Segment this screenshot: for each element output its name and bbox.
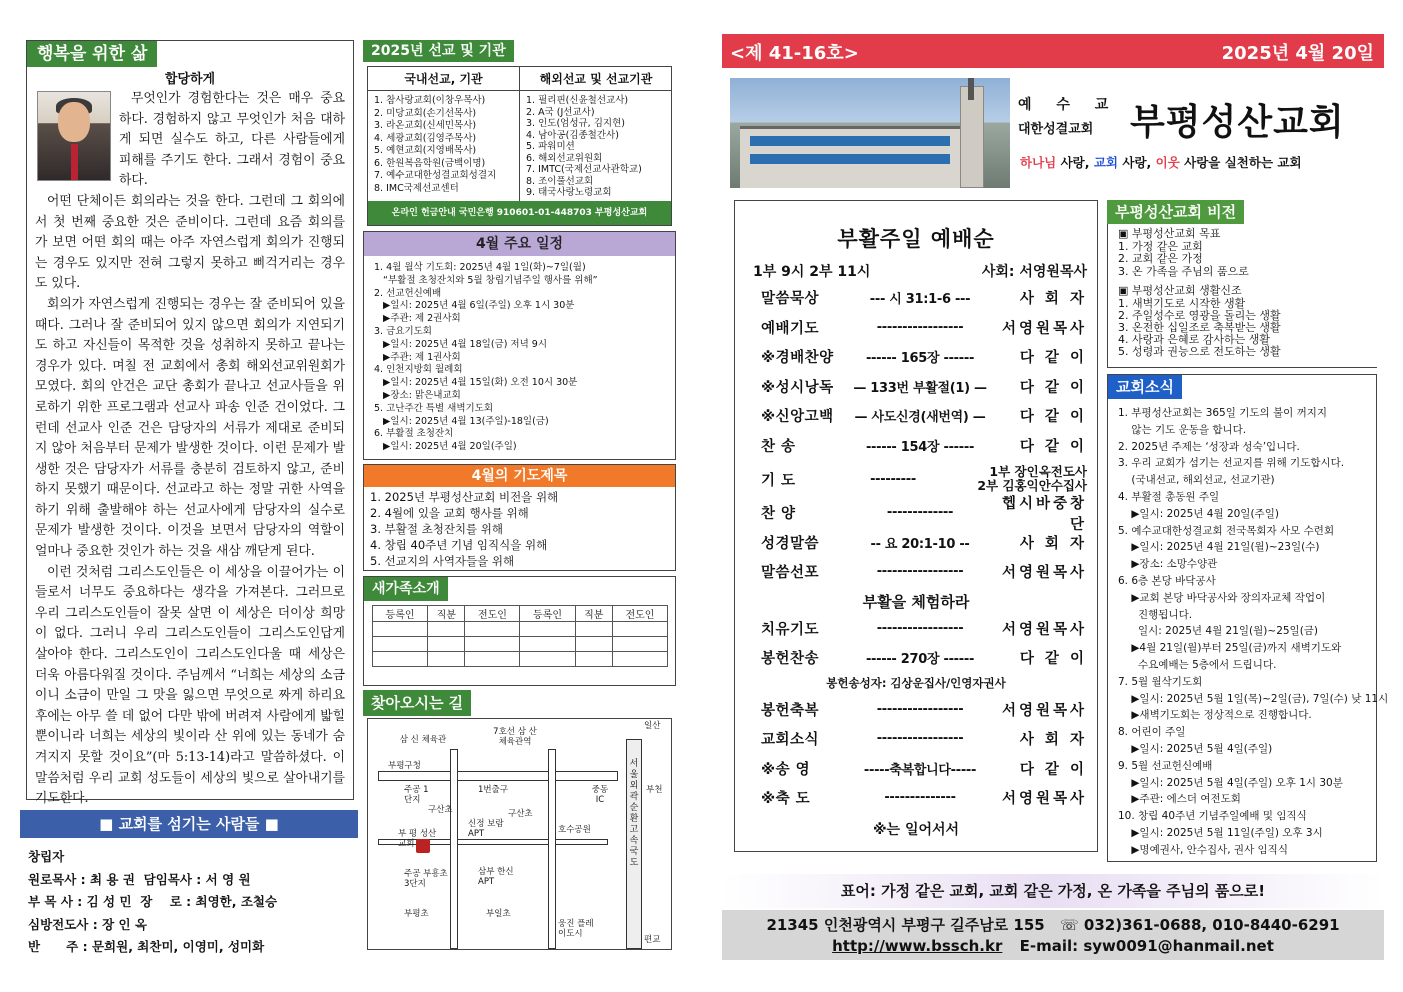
- creed-item: 3. 온전한 십일조로 축복받는 생활: [1118, 320, 1281, 334]
- map-label: 편교: [644, 935, 661, 945]
- servants-list: [28, 846, 358, 959]
- expressway-label: 서울외곽순환 고속국도: [629, 759, 639, 868]
- prayer-panel: [363, 464, 676, 571]
- worship-leader: 사 회 자: [1019, 732, 1087, 749]
- news-item: 5. 예수교대한성결교회 전국목회자 사모 수련회: [1118, 524, 1335, 537]
- worship-label: 교회소식: [761, 732, 820, 749]
- worship-detail: ---------: [870, 471, 916, 487]
- schedule-item: 1. 4월 월삭 기도회: 2025년 4월 1일(화)~7일(월): [374, 262, 586, 273]
- mission-item: 3. 라온교회(신세민목사): [374, 120, 477, 131]
- worship-leader: 다 같 이: [1019, 350, 1087, 367]
- worship-leader: 다 같 이: [1019, 438, 1087, 455]
- overseas-col: [520, 67, 672, 201]
- denomination-2: 대한성결교회: [1018, 122, 1094, 137]
- worship-detail: --- 시 31:1-6 ---: [869, 292, 971, 308]
- worship-row: [761, 283, 1087, 313]
- overseas-head: 해외선교 및 선교기관: [520, 67, 672, 91]
- worship-detail: ------ 270장 ------: [865, 652, 975, 668]
- worship-detail: -----------------: [876, 564, 964, 580]
- prayer-item: 1. 2025년 부평성산교회 비전을 위해: [370, 490, 559, 504]
- news-item: ▶일시: 2025년 4월 21일(월)~23일(수): [1118, 541, 1320, 554]
- worship-leader: 다 같 이: [1019, 409, 1087, 426]
- motto-word: 교회: [1093, 155, 1119, 170]
- mission-item: 9. 태국사랑노령교회: [526, 187, 612, 198]
- worship-time: 1부 9시 2부 11시: [753, 264, 871, 280]
- news-item: 4. 부활절 총동원 주일: [1118, 490, 1220, 503]
- worship-title: 부활주일 예배순: [837, 227, 995, 251]
- schedule-item: 5. 고난주간 특별 새벽기도회: [374, 402, 494, 414]
- schedule-item: 2. 선교헌신예배: [374, 287, 442, 299]
- mission-item: 7. IMTC(국제선교사관학교): [526, 164, 642, 175]
- mission-item: 5. 예현교회(지영배목사): [374, 145, 477, 156]
- table-header: 전도인: [465, 606, 520, 622]
- map-label: 삼 신 체육관: [399, 735, 447, 745]
- worship-label: 기 도: [761, 472, 796, 489]
- prayer-list: [364, 487, 675, 571]
- church-name: 부평성산교회: [1130, 102, 1345, 143]
- schedule-item: ▶일시: 2025년 4월 20일(주일): [374, 441, 517, 453]
- pastor-photo: [37, 91, 111, 181]
- schedule-title: 4월 주요 일정: [364, 232, 675, 256]
- goal-item: 1. 가정 같은 교회: [1118, 239, 1203, 253]
- news-item: 6. 6층 본당 바닥공사: [1118, 574, 1216, 587]
- newfamily-table: [372, 605, 668, 667]
- website-link[interactable]: http://www.bssch.kr: [832, 937, 1003, 955]
- schedule-item: “부활절 초청잔치와 5월 창립기념주일 행사를 위해”: [374, 274, 598, 286]
- worship-leader: 다 같 이: [1019, 379, 1087, 396]
- worship-row: [761, 557, 1087, 587]
- worship-label: ※경배찬양: [761, 350, 834, 367]
- schedule-item: ▶주관: 제 1권사회: [374, 351, 461, 363]
- news-item: 1. 부평성산교회는 365일 기도의 불이 꺼지지: [1118, 407, 1328, 419]
- table-header: 전도인: [612, 606, 667, 622]
- servants-line: 반 주 : 문희원, 최찬미, 이영미, 성미화: [28, 939, 265, 954]
- mission-item: 1. 필리핀(신윤철선교사): [526, 95, 629, 106]
- vision-panel: [1107, 200, 1377, 368]
- goal-list: [1118, 241, 1367, 279]
- worship-row: [761, 724, 1087, 754]
- news-title: 교회소식: [1108, 375, 1182, 399]
- worship-row: [761, 614, 1087, 644]
- worship-label: 치유기도: [761, 621, 820, 638]
- essay-title: 행복을 위한 삶: [27, 41, 157, 67]
- worship-label: ※신앙고백: [761, 409, 834, 426]
- servants-line: 창립자: [28, 849, 65, 864]
- road-vertical-1: [450, 749, 458, 949]
- worship-leader: 헵시바중창단: [1001, 495, 1087, 533]
- map-label: 구산초: [428, 805, 453, 815]
- map-label: 일산: [644, 721, 661, 731]
- schedule-panel: [363, 231, 676, 460]
- motto-word: 사랑을 실천하는 교회: [1184, 155, 1302, 170]
- issue-date: 2025년 4월 20일: [1221, 43, 1374, 64]
- newfamily-panel: [363, 576, 676, 686]
- essay-paragraph: 회의가 자연스럽게 진행되는 경우는 잘 준비되어 있을 때다. 그러나 잘 준비되어 있지 않으면 회의가 지연되기도 하고 자신들이 목적한 것을 성취하지 못하고 끝나는 경우가 있다. 며칠 전 교회에서 총회 해외선교위원회가 모였다. 회의 안건은 교단 총회가 끝나고 선교사들을 위로하기 위한 프로그램과 선교사 파송 인준 건이었다. 그런데 선교사 인준 건은 담당자의 서류가 제대로 준비되지 않아 처음부터 문제가 발생한 것이다. 이런 문제가 발생한 것은 담당자가 서류를 충분히 검토하지 않고, 준비하지 못했기 때문이다. 선교라고 하는 정말 귀한 사역을 하기 위해 출발해야 하는 선교사에게 담당자의 실수로 문제가 발생한 것이다. 이것을 보면서 담당자의 역할이 얼마나 중요한 것인가 하는 것을 새삼 깨닫게 된다.: [35, 296, 345, 560]
- news-item: 일시: 2025년 4월 21일(월)~25일(금): [1118, 625, 1319, 638]
- map-label: 1번출구: [478, 785, 509, 795]
- worship-label: 성경말씀: [761, 535, 820, 552]
- worship-leader: 1부 장인옥전도사 2부 김홍익안수집사: [977, 464, 1087, 493]
- map-label: 부천: [646, 785, 663, 795]
- news-item: (국내선교, 해외선교, 선교기관): [1118, 474, 1275, 487]
- map-label: 부일초: [486, 909, 511, 919]
- worship-detail: --------------: [884, 790, 956, 806]
- map-label: 부평초: [404, 909, 429, 919]
- worship-rows: [735, 283, 1097, 587]
- essay-paragraph: 이런 것처럼 그리스도인들은 이 세상을 이끌어가는 이들로서 너무도 중요하다는 생각을 가져본다. 그러므로 우리 그리스도인들이 잘못 살면 이 세상은 더이상 희망이 없다. 그러니 우리 그리스도인들이 그리스도인답게 살아야 한다. 그리스도인이 그리스도인다울 때 세상은 더욱 아름다워질 것이다. 주님께서 “너희는 세상의 소금이니 소금이 만일 그 맛을 잃으면 무엇으로 짜게 하리요 후에는 아무 쓸 데 없어 다만 밖에 버려져 사람에게 밟힐 뿐이니라 너희는 세상의 빛이라 산 위에 있는 동네가 숨겨지지 못할 것이요”(마 5:13-14)라고 말씀하셨다. 이 말씀처럼 우리 교회 성도들이 세상의 빛으로 살아내기를 기도한다.: [35, 564, 345, 807]
- road-vertical-2: [548, 749, 556, 949]
- worship-row: [761, 754, 1087, 784]
- worship-detail: -----------------: [876, 620, 964, 636]
- table-header: 등록인: [520, 606, 575, 622]
- essay-paragraph: 어떤 단체이든 회의라는 것을 한다. 그런데 그 회의에서 첫 번째 중요한 것은 준비이다. 그런데 요즘 회의를 가 보면 어떤 회의 때는 아주 자연스럽게 회의가 진행되는 경우도 있지만 전혀 그렇지 못하고 삐걱거리는 경우도 있다.: [35, 193, 345, 292]
- phone: ☏ 032)361-0688, 010-8440-6291: [1059, 916, 1340, 934]
- worship-leader: 서영원목사: [1001, 565, 1087, 582]
- servants-line: 원로목사 : 최 용 권 담임목사 : 서 영 원: [28, 871, 251, 887]
- worship-leader: 서영원목사: [1001, 621, 1087, 638]
- worship-row: [761, 431, 1087, 461]
- worship-detail: -----------------: [876, 319, 964, 335]
- mission-panel: [363, 40, 676, 230]
- schedule-item: ▶장소: 맑은내교회: [374, 389, 461, 401]
- news-item: ▶일시: 2025년 5월 11일(주일) 오후 3시: [1118, 826, 1323, 839]
- motto-word: 이웃: [1155, 155, 1180, 170]
- news-item: 진행됩니다.: [1118, 608, 1193, 621]
- map-label: 신정 보람 APT: [468, 819, 504, 839]
- worship-row: [761, 643, 1087, 673]
- mission-item: 7. 예수교대한성결교회성결지: [374, 170, 497, 181]
- worship-label: ※송 영: [761, 761, 811, 778]
- prayer-item: 5. 선교지의 사역자들을 위해: [370, 554, 515, 568]
- schedule-item: 3. 금요기도회: [374, 325, 432, 337]
- motto-word: 사랑,: [1122, 155, 1156, 170]
- worship-leader: 다 같 이: [1019, 651, 1087, 668]
- worship-leader: 다 같 이: [1019, 761, 1087, 778]
- prayer-item: 3. 부활절 초청잔치를 위해: [370, 522, 504, 536]
- news-item: ▶일시: 2025년 5월 1일(목)~2일(금), 7일(수) 낮 11시: [1118, 692, 1389, 705]
- mission-item: 5. 파워미션: [526, 141, 575, 152]
- mission-item: 2. 미당교회(손기선목사): [374, 107, 477, 119]
- news-item: 수요예배는 5층에서 드립니다.: [1118, 658, 1277, 671]
- table-header: 직분: [575, 606, 612, 622]
- church-photo: [730, 78, 1010, 188]
- vision-body: [1107, 224, 1377, 368]
- worship-detail: ------ 165장 ------: [865, 351, 975, 367]
- goal-item: 2. 교회 같은 가정: [1118, 252, 1203, 265]
- worship-detail: -----축복합니다-----: [863, 762, 977, 778]
- news-item: 9. 5월 선교헌신예배: [1118, 759, 1213, 772]
- address: 21345 인천광역시 부평구 길주남로 155: [766, 916, 1045, 934]
- news-item: 3. 우리 교회가 섬기는 선교지를 위해 기도합시다.: [1118, 457, 1345, 470]
- news-item: 7. 5월 월삭기도회: [1118, 675, 1203, 688]
- worship-row: [761, 695, 1087, 725]
- issue-bar: [722, 34, 1384, 68]
- directions-title: 찾아오시는 길: [363, 690, 471, 716]
- news-item: 않는 기도 운동을 합니다.: [1118, 423, 1247, 436]
- map-label: 주공 1단지: [404, 785, 429, 805]
- mission-item: 8. 조이풀선교회: [526, 175, 594, 187]
- worship-panel: [734, 200, 1098, 852]
- creed-item: 5. 성령과 권능으로 전도하는 생활: [1118, 344, 1281, 358]
- overseas-list: [520, 91, 672, 203]
- map-label: 웅진 플레이도시: [558, 919, 594, 939]
- worship-rows-2: [735, 614, 1097, 673]
- news-item: 2. 2025년 주제는 ‘성장과 성숙’입니다.: [1118, 440, 1300, 453]
- issue-number: <제 41-16호>: [730, 43, 859, 64]
- creed-list: [1118, 298, 1367, 358]
- worship-leader: 사 회 자: [1019, 535, 1087, 552]
- news-item: ▶장소: 소망수양관: [1118, 558, 1218, 571]
- worship-row: [761, 528, 1087, 558]
- news-item: ▶교회 본당 바닥공사와 장의자교체 작업이: [1118, 591, 1326, 604]
- worship-label: 찬 송: [761, 438, 796, 455]
- news-item: ▶일시: 2025년 5월 4일(주일) 오후 1시 30분: [1118, 776, 1343, 789]
- worship-row: [761, 783, 1087, 813]
- table-header: 등록인: [373, 606, 428, 622]
- worship-label: 말씀묵상: [761, 291, 820, 308]
- worship-label: 찬 양: [761, 506, 796, 523]
- worship-label: 봉헌축복: [761, 702, 820, 719]
- worship-time-row: [735, 253, 1097, 283]
- motto-word: 하나님: [1020, 155, 1057, 170]
- worship-row: [761, 401, 1087, 431]
- slogan-bar: 표어: 가정 같은 교회, 교회 같은 가정, 온 가족을 주님의 품으로!: [722, 874, 1384, 908]
- mission-item: 1. 참사랑교회(이창우목사): [374, 95, 486, 106]
- mission-item: 4. 남아공(김종철간사): [526, 129, 619, 141]
- mission-item: 4. 세광교회(김영주목사): [374, 132, 477, 144]
- map-label: 구산초: [508, 809, 533, 819]
- worship-detail: -- 요 20:1-10 --: [870, 536, 970, 552]
- worship-detail: — 사도신경(새번역) —: [854, 410, 986, 426]
- news-item: ▶일시: 2025년 4월 20일(주일): [1118, 507, 1279, 520]
- news-item: 10. 창립 40주년 기념주일예배 및 임직식: [1118, 810, 1307, 823]
- worship-detail: — 133번 부활절(1) —: [853, 380, 987, 396]
- schedule-item: ▶일시: 2025년 4월 18일(금) 저녁 9시: [374, 338, 548, 350]
- offering-singer: 봉헌송성자: 김상운집사/인영자권사: [826, 675, 1006, 690]
- news-item: ▶명예권사, 안수집사, 권사 임직식: [1118, 843, 1288, 856]
- news-panel: [1107, 374, 1389, 862]
- essay-paragraph: 무엇인가 경험한다는 것은 매우 중요하다. 경험하지 않고 무엇인가 처음 대하게 되면 실수도 하고, 다른 사람들에게 피해를 주기도 한다. 그래서 경험이 중요하다.: [119, 91, 345, 189]
- worship-row: [761, 495, 1087, 533]
- worship-detail: -----------------: [876, 731, 964, 747]
- vision-title: 부평성산교회 비전: [1107, 200, 1244, 224]
- mission-item: 3. 인도(엄성규, 김지현): [526, 118, 625, 129]
- account-info: 온라인 헌금안내 국민은행 910601-01-448703 부평성산교회: [368, 201, 671, 225]
- worship-leader: 서영원목사: [1001, 702, 1087, 719]
- directions-panel: [363, 690, 676, 952]
- newfamily-title: 새가족소개: [364, 577, 448, 601]
- prayer-title: 4월의 기도제목: [364, 465, 675, 487]
- motto-word: 사랑,: [1060, 155, 1094, 170]
- email-link[interactable]: syw0091@hanmail.net: [1083, 937, 1274, 955]
- map-label: 삼부 한신APT: [478, 867, 514, 887]
- goal-head: ▣ 부평성산교회 목표: [1118, 227, 1221, 240]
- map: [367, 718, 672, 950]
- servants-line: 부 목 사 : 김 성 민 장 로 : 최영한, 조철승: [28, 894, 278, 909]
- news-item: ▶일시: 2025년 5월 4일(주일): [1118, 742, 1273, 755]
- servants-title: ■ 교회를 섬기는 사람들 ■: [20, 810, 358, 838]
- prayer-item: 2. 4월에 있을 교회 행사를 위해: [370, 506, 529, 520]
- creed-head: ▣ 부평성산교회 생활신조: [1118, 284, 1242, 297]
- map-label: 부평구청: [388, 761, 421, 771]
- worship-detail: ------ 154장 ------: [865, 439, 975, 455]
- news-list: [1108, 399, 1389, 859]
- essay-body: [27, 89, 353, 810]
- essay-subtitle: 합당하게: [164, 72, 216, 87]
- worship-label: ※성시낭독: [761, 379, 834, 396]
- schedule-item: 4. 인천지방회 월례회: [374, 364, 463, 376]
- email-label: E-mail:: [1019, 937, 1079, 955]
- prayer-item: 4. 창립 40주년 기념 임직식을 위해: [370, 538, 548, 552]
- road-horizontal: [378, 771, 618, 781]
- worship-label: 봉헌찬송: [761, 651, 820, 668]
- mission-title: 2025년 선교 및 기관: [363, 40, 514, 62]
- schedule-item: ▶주관: 제 2권사회: [374, 313, 461, 325]
- worship-leader: 서영원목사: [1001, 320, 1087, 337]
- denomination-1: 예 수 교: [1018, 97, 1119, 113]
- domestic-col: [368, 67, 520, 201]
- mission-item: 2. A국 (J선교사): [526, 106, 595, 118]
- news-item: 8. 어린이 주일: [1118, 726, 1186, 739]
- worship-detail: -------------: [886, 505, 954, 521]
- worship-presider: 사회: 서영원목사: [981, 264, 1087, 280]
- worship-label: 예배기도: [761, 320, 820, 337]
- map-label: 부 평 성산교회: [398, 829, 437, 849]
- worship-label: ※축 도: [761, 791, 811, 808]
- table-header: 직분: [428, 606, 465, 622]
- domestic-head: 국내선교, 기관: [368, 67, 519, 91]
- worship-leader: 사 회 자: [1019, 291, 1087, 308]
- creed-item: 1. 새벽기도로 시작한 생활: [1118, 296, 1246, 310]
- worship-rows-3: [735, 695, 1097, 813]
- church-marker-icon: [416, 839, 430, 853]
- worship-leader: 서영원목사: [1001, 791, 1087, 808]
- schedule-item: ▶일시: 2025년 4월 13(주일)-18일(금): [374, 415, 549, 427]
- sermon-title: 부활을 체험하라: [862, 592, 970, 611]
- news-item: ▶4월 21일(월)부터 25일(금)까지 새벽기도와: [1118, 642, 1342, 655]
- news-item: ▶새벽기도회는 정상적으로 진행합니다.: [1118, 709, 1312, 722]
- worship-label: 말씀선포: [761, 565, 820, 582]
- map-label: 7호선 삼 산 체육관역: [493, 727, 537, 747]
- mission-item: 8. IMC국제선교센터: [374, 182, 459, 194]
- church-motto: [1020, 153, 1302, 171]
- mission-item: 6. 한원복음학원(금백이명): [374, 157, 486, 169]
- goal-item: 3. 온 가족을 주님의 품으로: [1118, 264, 1249, 278]
- map-label: 호수공원: [558, 825, 591, 835]
- worship-row: [761, 342, 1087, 372]
- schedule-item: ▶일시: 2025년 4월 15일(화) 오전 10시 30분: [374, 377, 578, 389]
- servants-line: 심방전도사 : 장 인 옥: [28, 916, 148, 932]
- worship-row: [761, 313, 1087, 343]
- schedule-list: [364, 256, 675, 460]
- contact-bar: [722, 910, 1384, 960]
- stand-note: ※는 일어서서: [872, 821, 960, 838]
- domestic-list: [368, 91, 519, 199]
- schedule-item: 6. 부활절 초청잔치: [374, 428, 454, 440]
- schedule-item: ▶일시: 2025년 4월 6일(주일) 오후 1시 30분: [374, 300, 575, 312]
- worship-detail: -----------------: [876, 701, 964, 717]
- essay-panel: [26, 40, 354, 807]
- creed-item: 2. 주일성수로 영광을 돌리는 생활: [1118, 308, 1281, 322]
- map-label: 중동 IC: [591, 785, 609, 805]
- map-label: 주공 부흥초 3단지: [404, 869, 448, 889]
- news-item: ▶주관: 에스더 여전도회: [1118, 793, 1241, 806]
- worship-row: [761, 372, 1087, 402]
- mission-item: 6. 해외선교위원회: [526, 152, 603, 164]
- creed-item: 4. 사랑과 은혜로 감사하는 생활: [1118, 332, 1270, 346]
